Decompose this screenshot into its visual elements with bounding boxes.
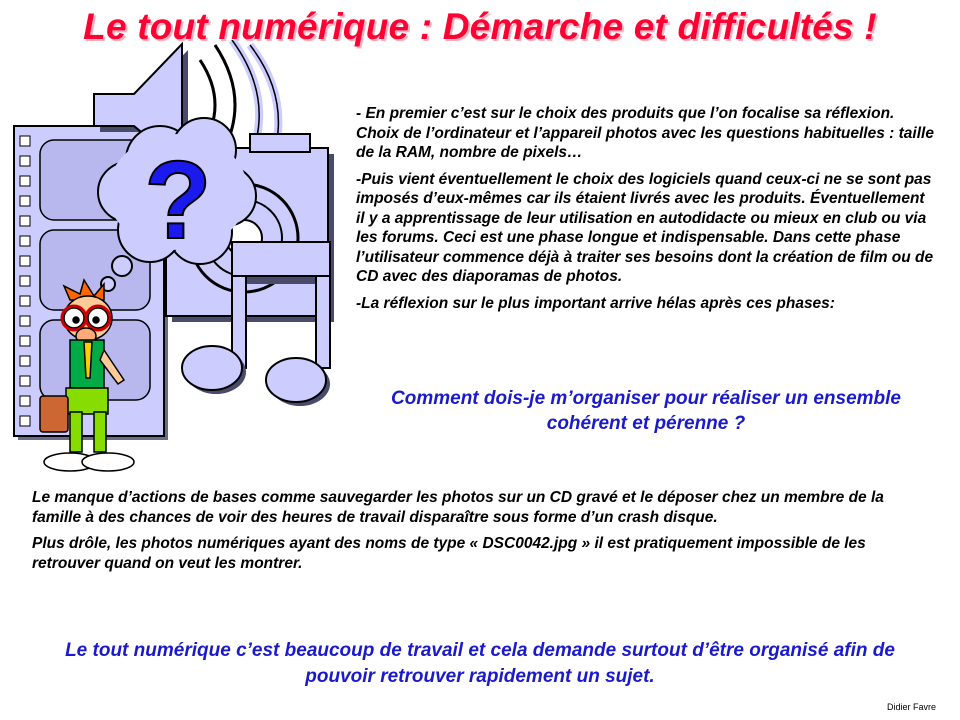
key-question: Comment dois-je m’organiser pour réaliser un ensemble cohérent et pérenne ? [391,388,901,434]
conclusion: Le tout numérique c’est beaucoup de travail et cela demande surtout d’être organisé afin de pouvoir retrouver rapidement un sujet. [65,640,895,687]
svg-text:?: ? [144,139,212,262]
bottom-text-block [32,488,932,573]
paragraph-products: - En premier c’est sur le choix des produits que l’on focalise sa réflexion. Choix de l’ordinateur et l’appareil photos avec les questions habituelles : taille de la RAM, nombre de pixels… [356,105,934,161]
paragraph-software: -Puis vient éventuellement le choix des logiciels quand ceux-ci ne se sont pas imposés d’eux-mêmes car ils étaient livrés avec les produits. Éventuellement il y a apprentissage de leur utilisation en autodidacte ou mieux en club ou via les forums. Ceci est une phase longue et indispensable. Dans cette phase l’utilisateur commence déjà à traiter ses besoins dont la création de film ou de CD avec des diaporamas de photos. [356,170,934,285]
right-text-column [356,104,936,313]
paragraph-reflection: -La réflexion sur le plus important arrive hélas après ces phases: [356,294,835,312]
paragraph-backup: Le manque d’actions de bases comme sauvegarder les photos sur un CD gravé et le déposer chez un membre de la famille à des chances de voir des heures de travail disparaître sous forme d’un crash disque. [32,489,884,526]
author-credit: Didier Favre [886,702,936,712]
clipart-illustration [0,40,350,490]
page-title: Le tout numérique : Démarche et difficultés ! [83,6,877,47]
paragraph-filenames: Plus drôle, les photos numériques ayant des noms de type « DSC0042.jpg » il est pratiquement impossible de les retrouver quand on veut les montrer. [32,535,866,572]
